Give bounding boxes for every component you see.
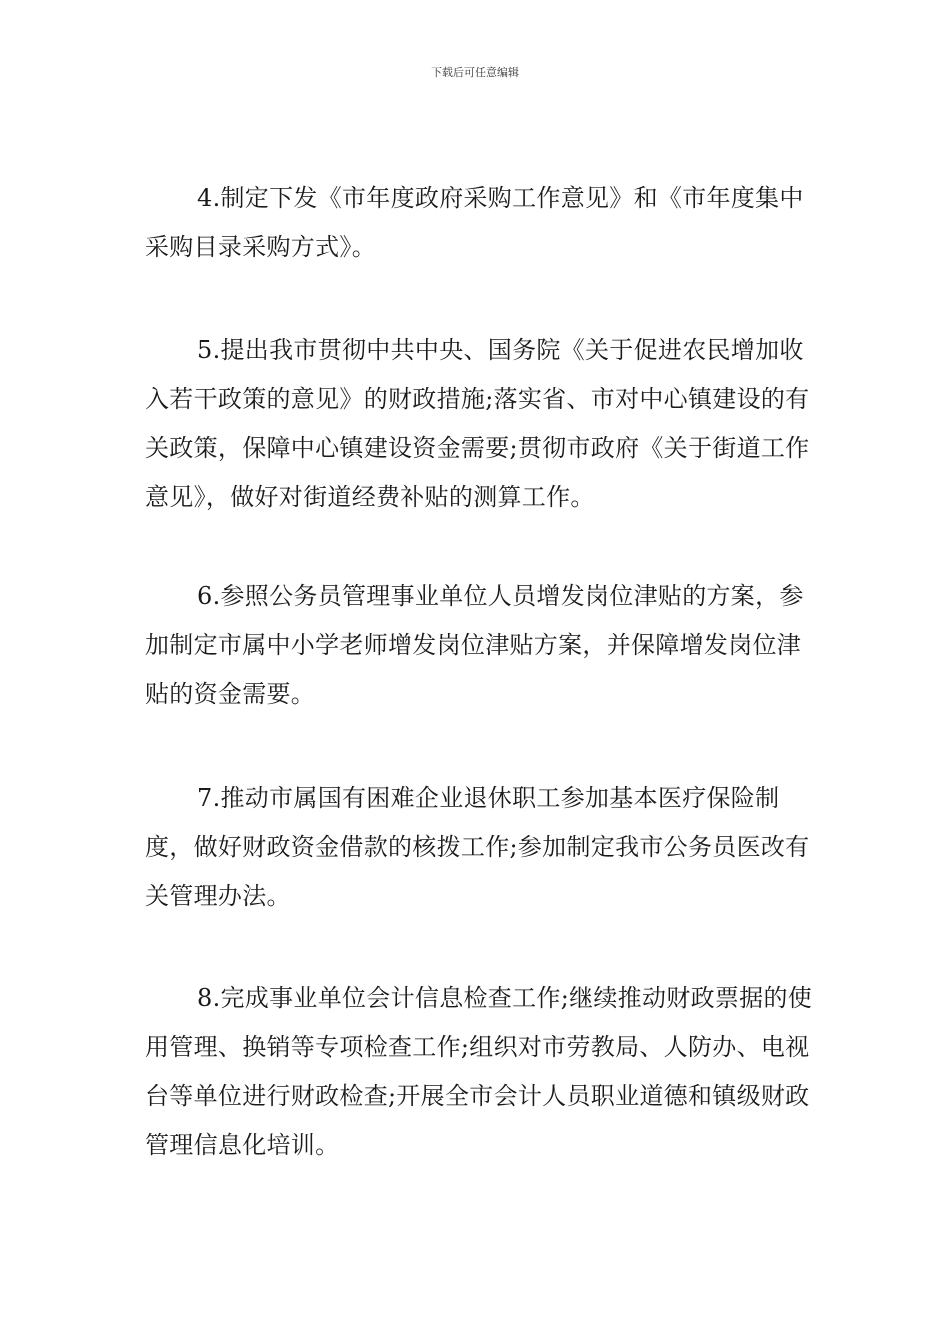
paragraph-item-4: 4.制定下发《市年度政府采购工作意见》和《市年度集中采购目录采购方式》。 <box>145 184 804 261</box>
paragraph-item-6: 6.参照公务员管理事业单位人员增发岗位津贴的方案，参加制定市属中小学老师增发岗位津贴方案，并保障增发岗位津贴的资金需要。 <box>145 582 804 708</box>
paragraph-item-5: 5.提出我市贯彻中共中央、国务院《关于促进农民增加收入若干政策的意见》的财政措施;落实省、市对中心镇建设的有关政策，保障中心镇建设资金需要;贯彻市政府《关于街道工作意见》，做好对街道经费补贴的测算工作。 <box>145 336 810 511</box>
page-header-note: 下载后可任意编辑 <box>431 66 519 79</box>
paragraph-item-7: 7.推动市属国有困难企业退休职工参加基本医疗保险制度，做好财政资金借款的核拨工作;参加制定我市公务员医改有关管理办法。 <box>145 784 810 910</box>
paragraph-item-8: 8.完成事业单位会计信息检查工作;继续推动财政票据的使用管理、换销等专项检查工作;组织对市劳教局、人防办、电视台等单位进行财政检查;开展全市会计人员职业道德和镇级财政管理信息化培训。 <box>145 984 813 1159</box>
